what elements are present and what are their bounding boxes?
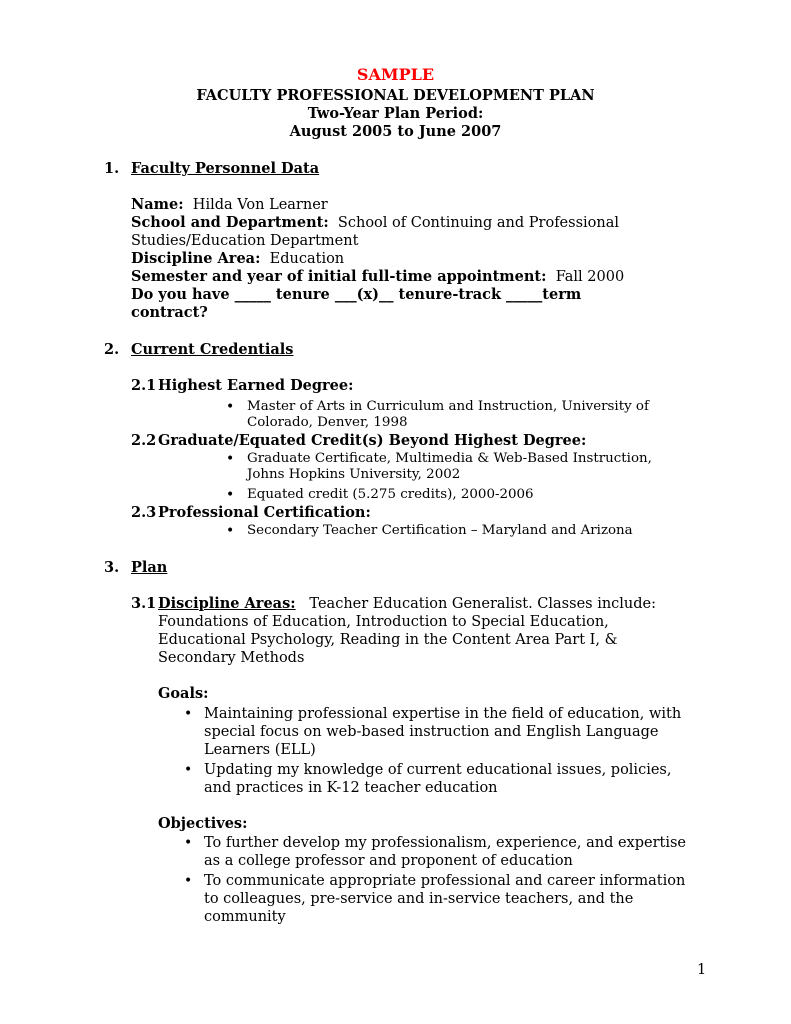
credit-item-1-cont: Johns Hopkins University, 2002: [247, 467, 461, 482]
subsection-2-2-title: Graduate/Equated Credit(s) Beyond Highest Degree:: [158, 432, 587, 449]
objective-2-cont: to colleagues, pre-service and in-service teachers, and the: [204, 891, 634, 907]
name-row: [131, 196, 328, 214]
subsection-2-2-number: 2.2: [131, 432, 157, 449]
discipline-areas-text-2: Foundations of Education, Introduction to Special Education,: [158, 614, 609, 630]
goal-1-cont-2: Learners (ELL): [204, 742, 316, 758]
section-2-title: Current Credentials: [131, 341, 294, 358]
discipline-areas-row: [158, 595, 656, 613]
discipline-areas-text-3: Educational Psychology, Reading in the Content Area Part I, &: [158, 632, 618, 648]
bullet-icon: •: [184, 706, 193, 722]
section-1-number: 1.: [104, 160, 120, 177]
discipline-row: [131, 250, 344, 268]
bullet-icon: •: [226, 451, 235, 467]
bullet-icon: •: [226, 487, 235, 503]
section-3-number: 3.: [104, 559, 120, 576]
subsection-2-1-title: Highest Earned Degree:: [158, 377, 354, 394]
discipline-areas-text-4: Secondary Methods: [158, 650, 305, 666]
goals-heading: Goals:: [158, 685, 209, 702]
bullet-icon: •: [184, 873, 193, 889]
tenure-question: Do you have _____ tenure ___(x)__ tenure-track _____term: [131, 286, 582, 303]
bullet-icon: •: [226, 523, 235, 539]
objective-1-cont: as a college professor and proponent of education: [204, 853, 573, 869]
semester-label: Semester and year of initial full-time appointment:: [131, 268, 547, 285]
school-value-cont: Studies/Education Department: [131, 233, 359, 249]
goal-1-cont: special focus on web-based instruction and English Language: [204, 724, 659, 740]
name-value: Hilda Von Learner: [192, 197, 328, 213]
subsection-2-1-number: 2.1: [131, 377, 157, 394]
plan-period-dates: August 2005 to June 2007: [289, 123, 502, 140]
name-label: Name:: [131, 196, 184, 213]
credit-item-1: Graduate Certificate, Multimedia & Web-Based Instruction,: [247, 451, 652, 466]
semester-row: [131, 268, 624, 286]
certification-item: Secondary Teacher Certification – Maryland and Arizona: [247, 523, 633, 538]
school-value: School of Continuing and Professional: [337, 215, 620, 231]
discipline-areas-label: Discipline Areas:: [158, 595, 296, 612]
subsection-2-3-title: Professional Certification:: [158, 504, 371, 521]
bullet-icon: •: [226, 399, 235, 415]
goal-2-cont: and practices in K-12 teacher education: [204, 780, 498, 796]
page-number: 1: [697, 962, 707, 978]
discipline-areas-text: Teacher Education Generalist. Classes include:: [309, 596, 657, 612]
section-1-title: Faculty Personnel Data: [131, 160, 320, 177]
subsection-3-1-number: 3.1: [131, 595, 157, 612]
semester-value: Fall 2000: [555, 269, 625, 285]
goal-1: Maintaining professional expertise in the field of education, with: [204, 706, 682, 722]
plan-period-label: Two-Year Plan Period:: [307, 105, 484, 122]
section-2-number: 2.: [104, 341, 120, 358]
goal-2: Updating my knowledge of current educational issues, policies,: [204, 762, 672, 778]
school-label: School and Department:: [131, 214, 329, 231]
objectives-heading: Objectives:: [158, 815, 248, 832]
discipline-value: Education: [269, 251, 345, 267]
objective-2: To communicate appropriate professional and career information: [204, 873, 686, 889]
credit-item-2: Equated credit (5.275 credits), 2000-2006: [247, 487, 534, 502]
bullet-icon: •: [184, 835, 193, 851]
bullet-icon: •: [184, 762, 193, 778]
degree-item-cont: Colorado, Denver, 1998: [247, 415, 408, 430]
school-row: [131, 214, 619, 232]
objective-1: To further develop my professionalism, experience, and expertise: [204, 835, 687, 851]
sample-heading: SAMPLE: [356, 65, 435, 84]
subsection-2-3-number: 2.3: [131, 504, 157, 521]
section-3-title: Plan: [131, 559, 168, 576]
document-title: FACULTY PROFESSIONAL DEVELOPMENT PLAN: [196, 87, 595, 104]
objective-2-cont-2: community: [204, 909, 286, 925]
tenure-question-cont: contract?: [131, 304, 208, 321]
discipline-label: Discipline Area:: [131, 250, 261, 267]
degree-item: Master of Arts in Curriculum and Instruction, University of: [247, 399, 649, 414]
